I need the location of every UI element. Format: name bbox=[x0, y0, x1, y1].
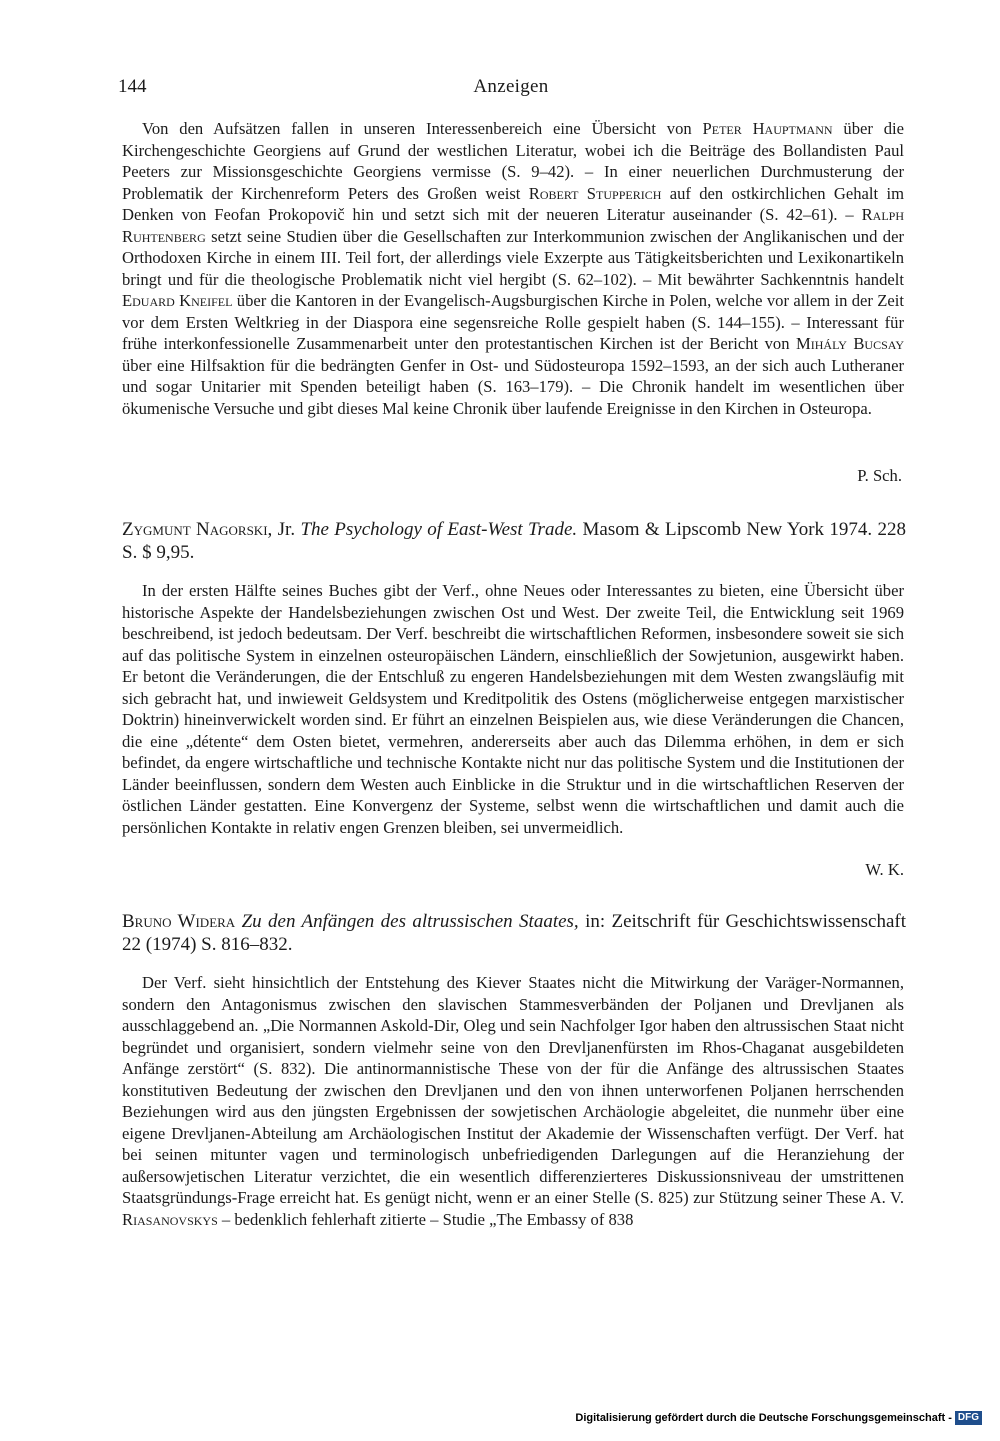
review-paragraph-1: Von den Aufsätzen fallen in unseren Interessenbereich eine Übersicht von Peter Hauptmann über die Kirchengeschichte Georgiens auf Grund der westlichen Literatur, wobei ich die Beiträge des Bollandisten Paul Peeters zur Missionsgeschichte Georgiens vermisse (S. 9–42). – In einer neuerlichen Durchmusterung der Problematik der Kirchenreform Peters des Großen weist Robert Stupperich auf den ostkirchlichen Gehalt im Denken von Feofan Prokopovič hin und setzt sich mit der neueren Literatur auseinander (S. 42–61). – Ralph Ruhtenberg setzt seine Studien über die Gesellschaften zur Interkommunion zwischen der Anglikanischen und der Orthodoxen Kirche in einem III. Teil fort, der allerdings viele Exzerpte aus Tätigkeitsberichten und Lexikonartikeln bringt und für die theologische Problematik nicht viel hergibt (S. 62–102). – Mit bewährter Sachkenntnis handelt Eduard Kneifel über die Kantoren in der Evangelisch-Augsburgischen Kirche in Polen, welche vor allem in der Zeit vor dem Ersten Weltkrieg in der Diaspora eine segensreiche Rolle gespielt haben (S. 144–155). – Interessant für frühe interkonfessionelle Zusammenarbeit unter den protestantischen Kirchen ist der Bericht von Mihály Bucsay über eine Hilfsaktion für die bedrängten Genfer in Ost- und Südosteuropa 1592–1593, an der sich auch Lutheraner und sogar Unitarier mit Spenden beteiligt haben (S. 163–179). – Die Chronik handelt im wesentlichen über ökumenische Versuche und gibt dieses Mal keine Chronik über laufende Ereignisse in den Kirchen in Osteuropa. bbox=[122, 119, 905, 418]
author-name: Riasanovskys bbox=[122, 1209, 218, 1229]
footer-text: Digitalisierung gefördert durch die Deutsche Forschungsgemeinschaft - bbox=[575, 1412, 952, 1424]
author-name: Bruno Widera bbox=[122, 911, 236, 932]
author-name: Mihály Bucsay bbox=[795, 334, 904, 353]
author-name: Zygmunt Nagorski bbox=[122, 519, 268, 540]
dfg-logo: DFG bbox=[955, 1411, 982, 1425]
page-header bbox=[118, 76, 904, 102]
entry-heading-2: Zygmunt Nagorski, Jr. The Psychology of East-West Trade. Masom & Lipscomb New York 1974. 228 S. $ 9,95. bbox=[122, 519, 907, 563]
entry-heading-3: Bruno Widera Zu den Anfängen des altrussischen Staates, in: Zeitschrift für Geschichtswissenschaft 22 (1974) S. 816–832. bbox=[122, 911, 906, 955]
page-number: 144 bbox=[118, 76, 147, 97]
review-signature-1: P. Sch. bbox=[857, 466, 902, 485]
running-head: Anzeigen bbox=[473, 76, 549, 97]
review-signature-2: W. K. bbox=[865, 860, 904, 879]
author-name: Ralph Ruhtenberg bbox=[122, 205, 904, 246]
digitization-footer bbox=[575, 1409, 982, 1427]
review-paragraph-3: Der Verf. sieht hinsichtlich der Entstehung des Kiever Staates nicht die Mitwirkung der Varäger-Normannen, sondern den Antagonismus zwischen den slavischen Stammesverbänden der Poljanen und Drevljanen als ausschlaggebend an. „Die Normannen Askold-Dir, Oleg und sein Nachfolger Igor haben den altrussischen Staat nicht begründet und organisiert, sondern vielmehr seine von den Drevljanenfürsten im Rhos-Chaganat ausgebildeten Anfänge zerstört“ (S. 832). Die antinormannistische These von der für die Anfänge des altrussischen Staates konstitutiven Bedeutung der zwischen den Drevljanen und den von ihnen unterworfenen Poljanen herrschenden Beziehungen wird aus den jüngsten Ergebnissen der sowjetischen Archäologie abgeleitet, die nunmehr über eine eigene Drevljanen-Abteilung am Archäologischen Institut der Akademie der Wissenschaften verfügt. Der Verf. hat bei seinen mitunter vagen und terminologisch unbefriedigenden Darlegungen auf die Heranziehung der außersowjetischen Literatur verzichtet, die ein wesentlich differenzierteres Diskussionsniveau der umstrittenen Staatsgründungs-Frage erreicht hat. Es genügt nicht, wenn er an einer Stelle (S. 825) zur Stützung seiner These A. V. Riasanovskys – bedenklich fehlerhaft zitierte – Studie „The Embassy of 838 bbox=[122, 973, 904, 1229]
book-title: The Psychology of East-West Trade. bbox=[300, 519, 578, 540]
article-title: Zu den Anfängen des altrussischen Staates, bbox=[235, 911, 579, 932]
review-paragraph-2: In der ersten Hälfte seines Buches gibt der Verf., ohne Neues oder Interessantes zu bieten, eine Übersicht über historische Aspekte der Handelsbeziehungen zwischen Ost und West. Der zweite Teil, die Entwicklung seit 1969 beschreibend, ist jedoch bedeutsam. Der Verf. beschreibt die wirtschaftlichen Reformen, insbesondere soweit sie sich auf das politische System in einzelnen osteuropäischen Ländern, einschließlich der Sowjetunion, ausgewirkt haben. Er betont die Veränderungen, die der Entschluß zu engeren Handelsbeziehungen mit dem Westen zwangsläufig mit sich gebracht hat, und inwieweit Geldsystem und Kreditpolitik des Ostens (möglicherweise entgegen marxistischer Doktrin) hineinverwickelt worden sind. Er führt an einzelnen Beispielen aus, wie diese Veränderungen die Chancen, die eine „détente“ dem Osten bietet, vermehren, andererseits aber auch das Dilemma erhöhen, in dem er sich befindet, da engere wirtschaftliche und technische Kontakte nicht nur das politische System und die Institutionen der Länder beeinflussen, sondern dem Westen auch Einblicke in die Struktur und in die wirtschaftlichen Reserven der östlichen Länder gestatten. Eine Konvergenz der Systeme, selbst wenn die wirtschaftlichen und damit auch die persönlichen Kontakte in relativ engen Grenzen bleiben, sei unvermeidlich. bbox=[122, 581, 904, 837]
author-name: Peter Hauptmann bbox=[702, 119, 833, 138]
author-name: Eduard Kneifel bbox=[122, 291, 233, 310]
author-name: Robert Stupperich bbox=[528, 183, 662, 203]
